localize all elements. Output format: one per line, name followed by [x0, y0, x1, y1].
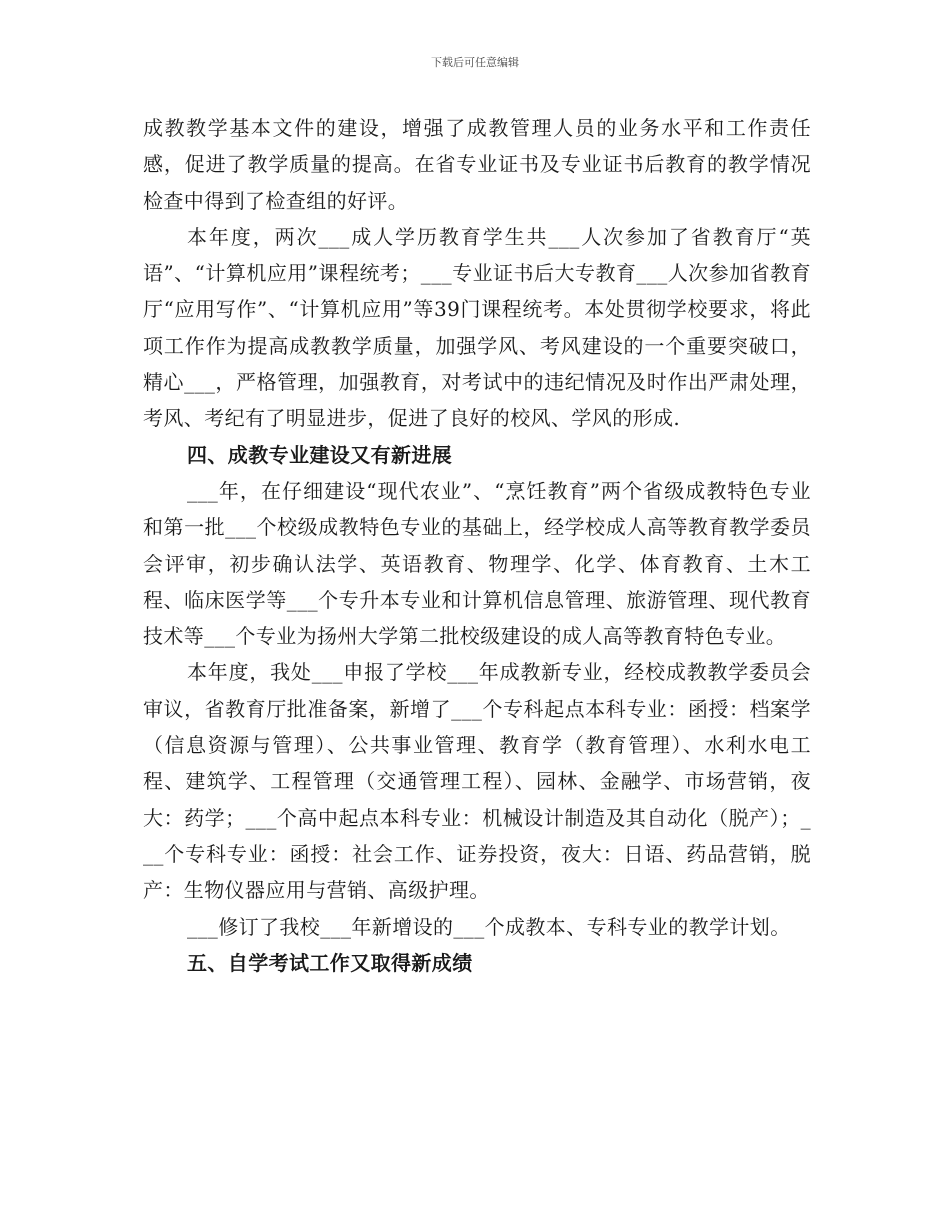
- paragraph-teaching-plans: ___修订了我校___年新增设的___个成教本、专科专业的教学计划。: [187, 914, 791, 939]
- section-heading-5: 五、自学考试工作又取得新成绩: [187, 950, 473, 975]
- paragraph-exam-participation: 本年度，两次___成人学历教育学生共___人次参加了省教育厅“英语”、“计算机应用”课程统考；___专业证书后大专教育___人次参加省教育厅“应用写作”、“计算机应用”等39门课程统考。本处贯彻学校要求，将此项工作作为提高成教教学质量，加强学风、考风建设的一个重要突破口，精心___，严格管理，加强教育，对考试中的违纪情况及时作出严肃处理，考风、考纪有了明显进步，促进了良好的校风、学风的形成.: [143, 224, 811, 431]
- paragraph-continued: 成教教学基本文件的建设，增强了成教管理人员的业务水平和工作责任感，促进了教学质量的提高。在省专业证书及专业证书后教育的教学情况检查中得到了检查组的好评。: [143, 116, 811, 213]
- paragraph-new-majors: 本年度，我处___申报了学校___年成教新专业，经校成教教学委员会审议，省教育厅批准备案，新增了___个专科起点本科专业：函授：档案学（信息资源与管理）、公共事业管理、教育学（教育管理）、水利水电工程、建筑学、工程管理（交通管理工程）、园林、金融学、市场营销，夜大：药学；___个高中起点本科专业：机械设计制造及其自动化（脱产）；___个专科专业：函授：社会工作、证券投资，夜大：日语、药品营销，脱产：生物仪器应用与营销、高级护理。: [143, 660, 811, 903]
- paragraph-special-majors: ___年，在仔细建设“现代农业”、“烹饪教育”两个省级成教特色专业和第一批___个校级成教特色专业的基础上，经学校成人高等教育教学委员会评审，初步确认法学、英语教育、物理学、化学、体育教育、土木工程、临床医学等___个专升本专业和计算机信息管理、旅游管理、现代教育技术等___个专业为扬州大学第二批校级建设的成人高等教育特色专业。: [143, 478, 811, 649]
- section-heading-4: 四、成教专业建设又有新进展: [187, 442, 453, 467]
- page-header: 下载后可任意编辑: [431, 56, 519, 69]
- document-body: [143, 110, 811, 981]
